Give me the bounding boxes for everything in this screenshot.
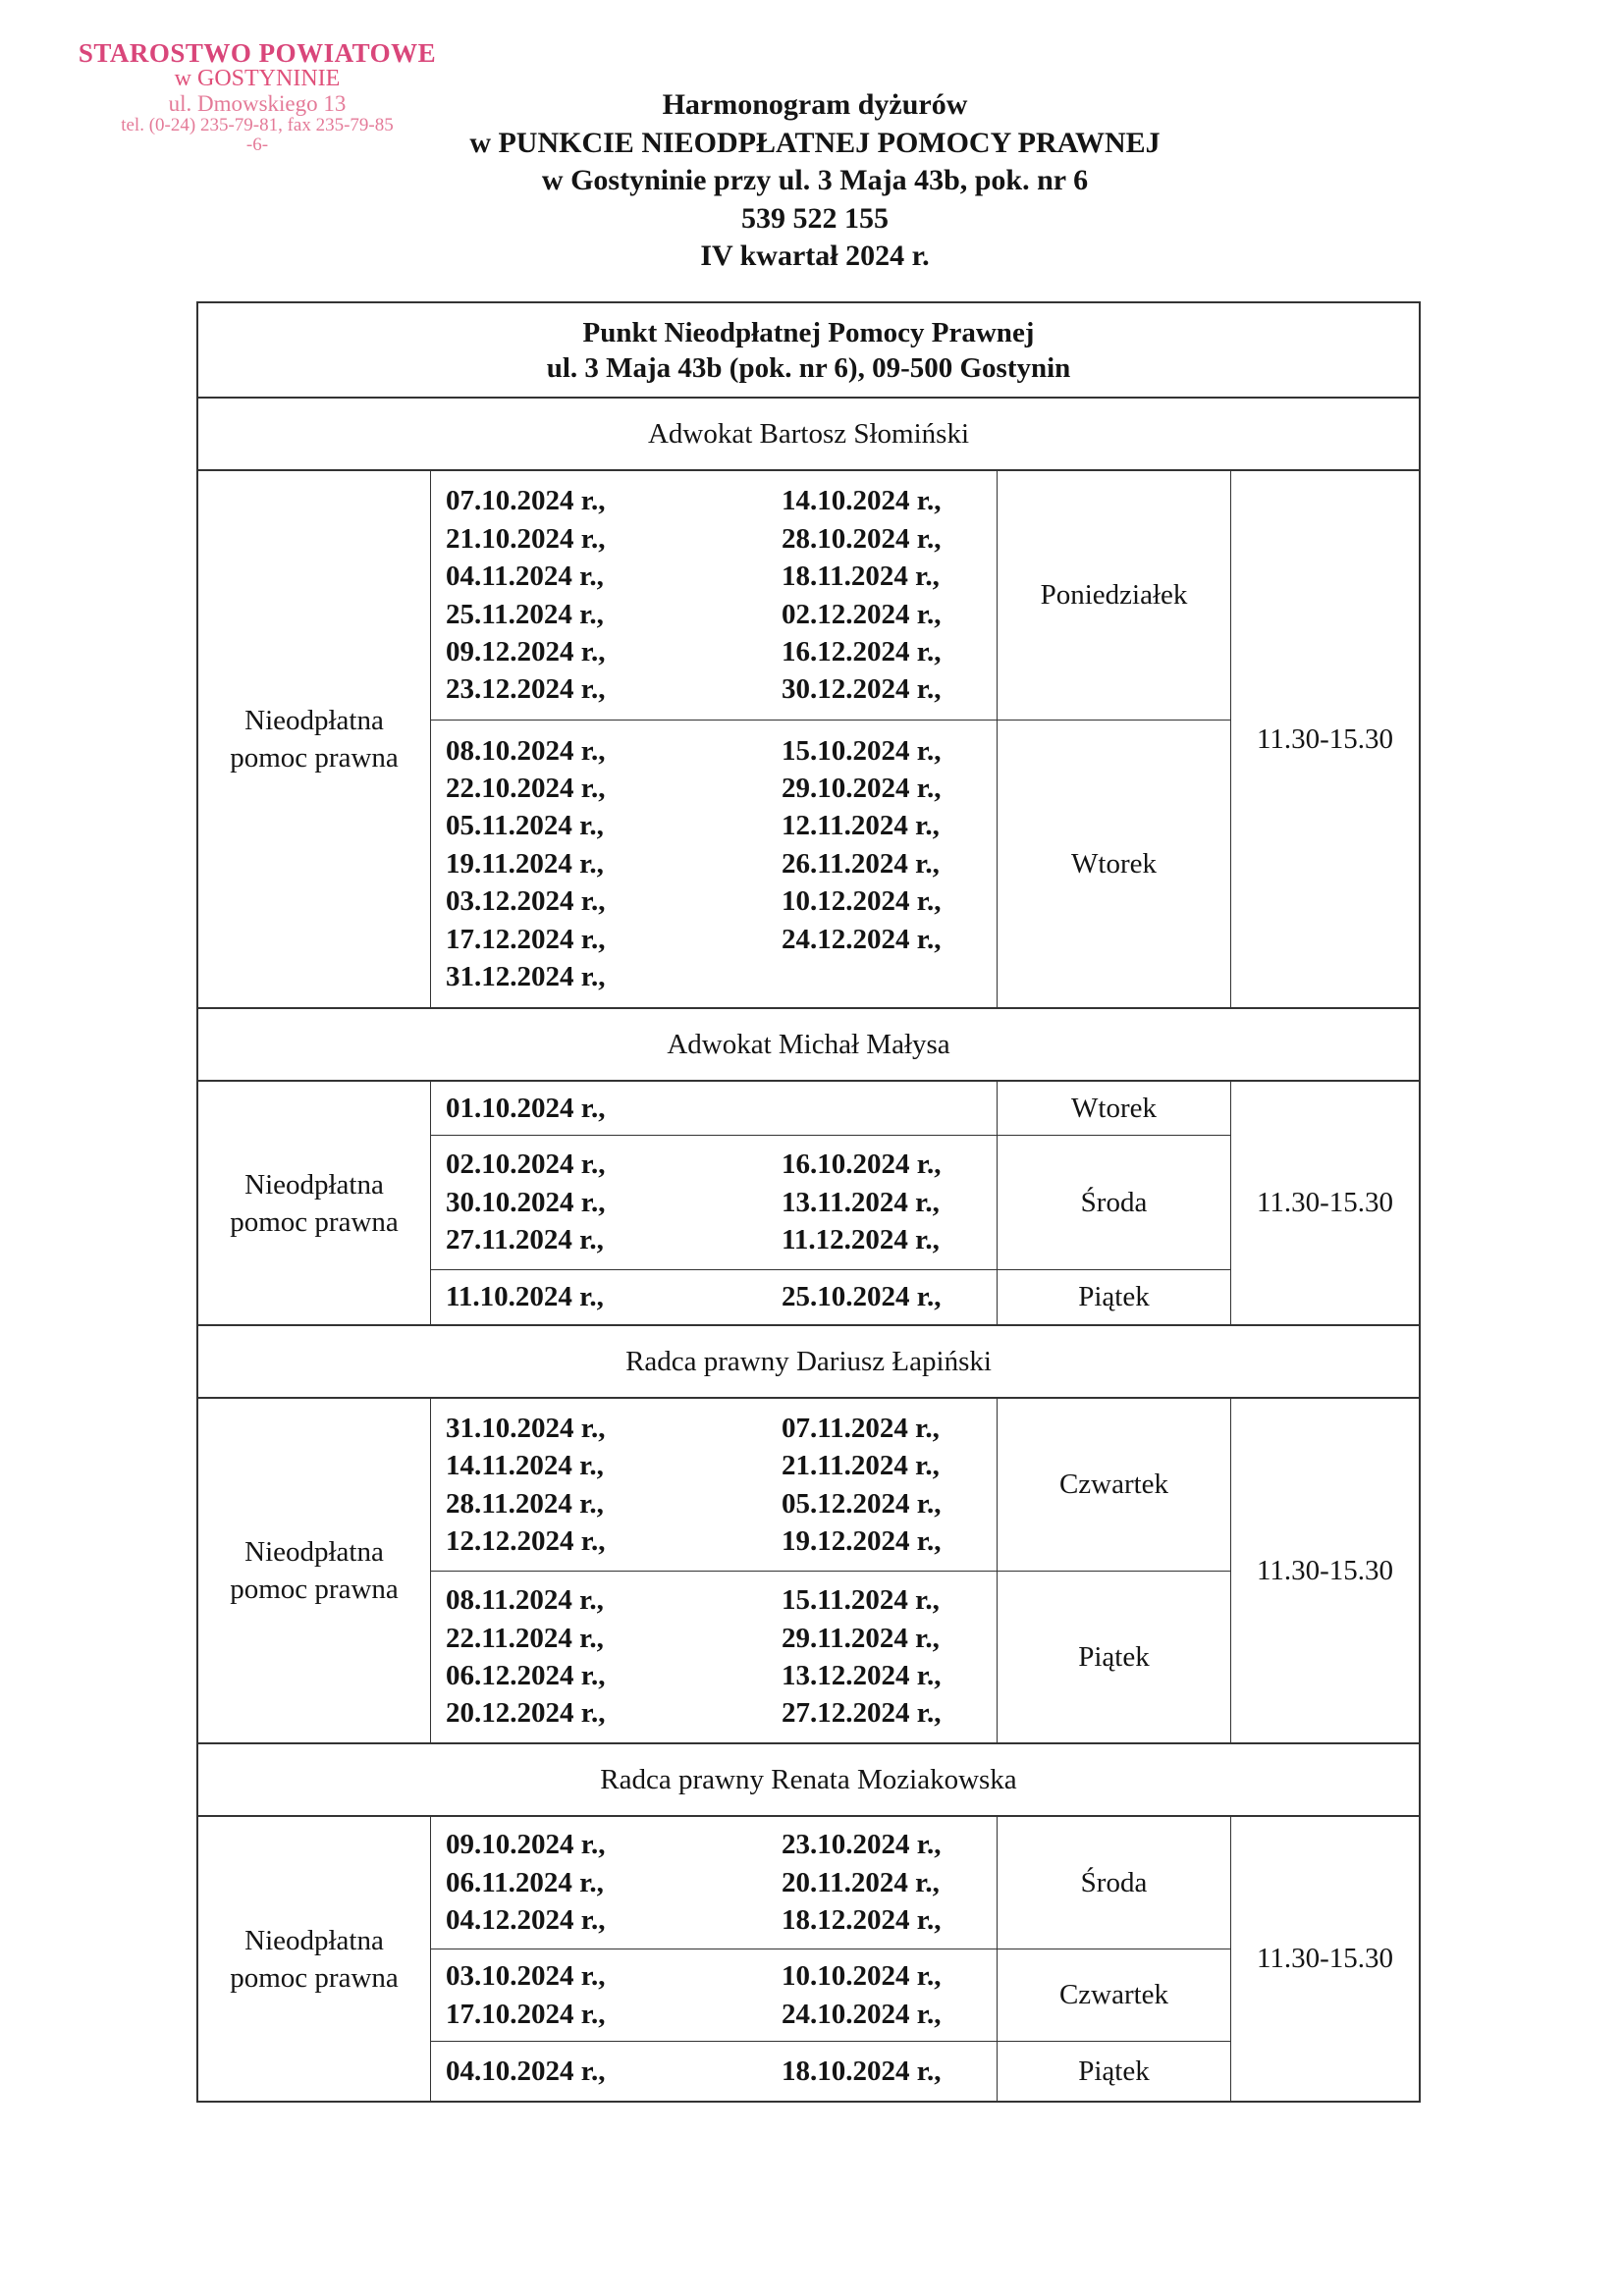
date-value: 28.11.2024 r.,: [446, 1487, 604, 1520]
date-value: 26.11.2024 r.,: [782, 847, 940, 880]
date-row: [446, 1090, 997, 1127]
service-type-cell: [198, 1399, 431, 1742]
stamp-line-1: STAROSTWO POWIATOWE: [78, 38, 437, 68]
date-row: [446, 1410, 997, 1447]
date-value: 01.10.2024 r.,: [446, 1092, 606, 1124]
date-row: [446, 807, 997, 844]
date-value: 21.11.2024 r.,: [782, 1450, 940, 1482]
date-row: [446, 670, 997, 708]
dates-cell: [431, 1817, 998, 1949]
date-value: 06.12.2024 r.,: [446, 1660, 606, 1691]
date-row: [446, 921, 997, 958]
service-type-cell: [198, 1082, 431, 1324]
day-group: [431, 1399, 1230, 1572]
service-line-2: pomoc prawna: [230, 1205, 399, 1238]
table-header: [198, 303, 1419, 399]
heading-subtitle: w PUNKCIE NIEODPŁATNEJ POMOCY PRAWNEJ: [469, 126, 1161, 159]
lawyer-name: Radca prawny Dariusz Łapiński: [625, 1345, 992, 1377]
lawyer-name: Adwokat Michał Małysa: [667, 1028, 950, 1060]
date-value: 18.12.2024 r.,: [782, 1904, 942, 1937]
weekday-label: Poniedziałek: [1040, 579, 1188, 611]
date-row: [446, 1901, 997, 1939]
date-value: 11.12.2024 r.,: [782, 1224, 940, 1256]
date-value: 07.11.2024 r.,: [782, 1412, 940, 1444]
dates-and-days: [431, 1399, 1231, 1742]
schedule-block: [198, 1082, 1419, 1326]
document-heading: [412, 86, 1217, 276]
date-value: 30.10.2024 r.,: [446, 1186, 606, 1218]
date-value: 19.12.2024 r.,: [782, 1524, 942, 1557]
weekday-cell: [998, 1136, 1230, 1269]
weekday-cell: [998, 1817, 1230, 1949]
date-value: 08.10.2024 r.,: [446, 734, 606, 767]
date-row: [446, 1278, 997, 1315]
date-row: [446, 1957, 997, 1995]
date-row: [446, 520, 997, 558]
date-row: [446, 1485, 997, 1522]
lawyer-name: Adwokat Bartosz Słomiński: [647, 417, 970, 450]
date-row: [446, 2053, 997, 2090]
date-value: 17.12.2024 r.,: [446, 923, 606, 955]
dates-and-days: [431, 1817, 1231, 2101]
weekday-label: Piątek: [1078, 1640, 1150, 1673]
date-value: 09.12.2024 r.,: [446, 635, 606, 667]
date-value: 16.12.2024 r.,: [782, 635, 942, 667]
lawyer-name-row: [198, 1326, 1419, 1399]
date-value: 28.10.2024 r.,: [782, 522, 942, 555]
dates-and-days: [431, 1082, 1231, 1324]
table-header-title: Punkt Nieodpłatnej Pomocy Prawnej: [582, 316, 1035, 348]
service-line-1: Nieodpłatna: [244, 1536, 384, 1568]
date-value: 12.12.2024 r.,: [446, 1524, 606, 1557]
dates-cell: [431, 1136, 998, 1269]
date-value: 05.12.2024 r.,: [782, 1487, 942, 1520]
date-value: 27.12.2024 r.,: [782, 1697, 942, 1730]
dates-cell: [431, 721, 998, 1007]
dates-cell: [431, 471, 998, 720]
dates-cell: [431, 1270, 998, 1324]
weekday-label: Czwartek: [1058, 1979, 1169, 2010]
service-line-1: Nieodpłatna: [244, 1168, 384, 1201]
heading-address: w Gostyninie przy ul. 3 Maja 43b, pok. nr 6: [541, 164, 1089, 196]
date-value: 07.10.2024 r.,: [446, 485, 606, 517]
date-row: [446, 1581, 997, 1619]
service-line-2: pomoc prawna: [230, 1961, 399, 1994]
date-value: 08.11.2024 r.,: [446, 1584, 604, 1617]
date-value: 03.12.2024 r.,: [446, 885, 606, 918]
weekday-cell: [998, 1270, 1230, 1324]
day-group: [431, 471, 1230, 721]
date-value: 15.10.2024 r.,: [782, 734, 942, 767]
weekday-cell: [998, 721, 1230, 1007]
weekday-label: Czwartek: [1058, 1468, 1169, 1500]
weekday-label: Środa: [1080, 1186, 1148, 1218]
date-row: [446, 1184, 997, 1221]
lawyer-name-row: [198, 399, 1419, 471]
date-value: 23.12.2024 r.,: [446, 673, 606, 706]
date-value: 18.11.2024 r.,: [782, 561, 940, 593]
day-group: [431, 721, 1230, 1007]
date-value: 16.10.2024 r.,: [782, 1148, 942, 1181]
stamp-line-3: ul. Dmowskiego 13: [168, 90, 347, 116]
date-value: 29.10.2024 r.,: [782, 772, 942, 804]
day-group: [431, 1572, 1230, 1742]
schedule-block: [198, 1817, 1419, 2101]
stamp-line-5: -6-: [245, 133, 269, 155]
date-value: 04.12.2024 r.,: [446, 1904, 606, 1937]
date-value: 20.12.2024 r.,: [446, 1697, 606, 1730]
service-line-2: pomoc prawna: [230, 1574, 399, 1605]
date-value: 21.10.2024 r.,: [446, 522, 606, 555]
hours-cell: [1231, 1817, 1419, 2101]
date-value: 23.10.2024 r.,: [782, 1829, 942, 1861]
date-value: 14.10.2024 r.,: [782, 485, 942, 517]
office-stamp: [61, 39, 454, 155]
date-value: 25.11.2024 r.,: [446, 598, 604, 630]
service-line-1: Nieodpłatna: [244, 705, 384, 736]
date-row: [446, 482, 997, 519]
day-group: [431, 1082, 1230, 1136]
hours-value: 11.30-15.30: [1256, 1187, 1394, 1218]
date-value: 04.11.2024 r.,: [446, 561, 604, 593]
date-value: 06.11.2024 r.,: [446, 1866, 604, 1898]
weekday-label: Wtorek: [1071, 847, 1157, 880]
weekday-label: Środa: [1080, 1866, 1148, 1898]
date-row: [446, 1657, 997, 1694]
date-value: 20.11.2024 r.,: [782, 1866, 940, 1898]
lawyer-name: Radca prawny Renata Moziakowska: [600, 1763, 1017, 1795]
schedule-table: [196, 301, 1421, 2103]
weekday-label: Wtorek: [1071, 1092, 1157, 1124]
dates-cell: [431, 1949, 998, 2041]
dates-cell: [431, 2042, 998, 2101]
date-value: 12.11.2024 r.,: [782, 810, 940, 842]
date-value: 22.10.2024 r.,: [446, 772, 606, 804]
day-group: [431, 1270, 1230, 1324]
weekday-cell: [998, 1949, 1230, 2041]
weekday-cell: [998, 471, 1230, 720]
date-row: [446, 1522, 997, 1560]
hours-value: 11.30-15.30: [1256, 1554, 1394, 1586]
schedule-block: [198, 471, 1419, 1009]
heading-quarter: IV kwartał 2024 r.: [700, 240, 930, 272]
date-row: [446, 958, 997, 995]
dates-cell: [431, 1399, 998, 1571]
hours-value: 11.30-15.30: [1256, 722, 1394, 755]
date-value: 10.10.2024 r.,: [782, 1960, 942, 1993]
date-value: 13.11.2024 r.,: [782, 1186, 940, 1218]
dates-cell: [431, 1082, 998, 1135]
date-row: [446, 596, 997, 633]
date-row: [446, 1447, 997, 1484]
date-value: 04.10.2024 r.,: [446, 2055, 606, 2087]
date-value: 11.10.2024 r.,: [446, 1281, 604, 1313]
schedule-block: [198, 1399, 1419, 1744]
dates-and-days: [431, 471, 1231, 1007]
date-value: 25.10.2024 r.,: [782, 1281, 942, 1313]
date-value: 31.10.2024 r.,: [446, 1412, 606, 1444]
date-value: 02.10.2024 r.,: [446, 1148, 606, 1181]
date-value: 29.11.2024 r.,: [782, 1622, 940, 1654]
date-row: [446, 1864, 997, 1901]
date-row: [446, 845, 997, 882]
date-value: 10.12.2024 r.,: [782, 885, 942, 918]
weekday-cell: [998, 1082, 1230, 1135]
date-value: 24.10.2024 r.,: [782, 1998, 942, 2030]
heading-phone: 539 522 155: [741, 201, 889, 235]
hours-cell: [1231, 1399, 1419, 1742]
dates-cell: [431, 1572, 998, 1742]
weekday-cell: [998, 2042, 1230, 2101]
date-value: 18.10.2024 r.,: [782, 2055, 942, 2087]
date-value: 17.10.2024 r.,: [446, 1998, 606, 2030]
date-value: 19.11.2024 r.,: [446, 847, 604, 880]
date-value: 14.11.2024 r.,: [446, 1450, 604, 1482]
date-row: [446, 770, 997, 807]
lawyer-name-row: [198, 1744, 1419, 1817]
lawyer-name-row: [198, 1009, 1419, 1082]
heading-title: Harmonogram dyżurów: [662, 88, 968, 121]
date-row: [446, 633, 997, 670]
weekday-cell: [998, 1399, 1230, 1571]
date-row: [446, 1826, 997, 1863]
stamp-line-4: tel. (0-24) 235-79-81, fax 235-79-85: [121, 114, 394, 135]
date-row: [446, 1694, 997, 1732]
day-group: [431, 1817, 1230, 1949]
date-value: 15.11.2024 r.,: [782, 1584, 940, 1617]
service-type-cell: [198, 471, 431, 1007]
date-value: 03.10.2024 r.,: [446, 1960, 606, 1993]
date-value: 27.11.2024 r.,: [446, 1224, 604, 1256]
date-row: [446, 558, 997, 595]
weekday-cell: [998, 1572, 1230, 1742]
date-value: 02.12.2024 r.,: [782, 598, 942, 630]
table-header-address: ul. 3 Maja 43b (pok. nr 6), 09-500 Gostynin: [546, 351, 1071, 384]
date-value: 30.12.2024 r.,: [782, 673, 942, 706]
date-row: [446, 882, 997, 920]
date-row: [446, 1620, 997, 1657]
service-type-cell: [198, 1817, 431, 2101]
weekday-label: Piątek: [1078, 1281, 1150, 1312]
date-row: [446, 732, 997, 770]
date-value: 24.12.2024 r.,: [782, 923, 942, 955]
day-group: [431, 1136, 1230, 1270]
hours-cell: [1231, 471, 1419, 1007]
service-line-2: pomoc prawna: [230, 742, 399, 774]
date-row: [446, 1146, 997, 1183]
date-value: 22.11.2024 r.,: [446, 1622, 604, 1654]
date-value: 31.12.2024 r.,: [446, 961, 606, 993]
day-group: [431, 1949, 1230, 2042]
hours-value: 11.30-15.30: [1256, 1943, 1394, 1974]
date-value: 13.12.2024 r.,: [782, 1660, 942, 1691]
stamp-line-2: w GOSTYNINIE: [174, 66, 341, 92]
date-value: 09.10.2024 r.,: [446, 1829, 606, 1861]
service-line-1: Nieodpłatna: [244, 1924, 384, 1956]
date-row: [446, 1996, 997, 2033]
hours-cell: [1231, 1082, 1419, 1324]
date-row: [446, 1221, 997, 1258]
date-value: 05.11.2024 r.,: [446, 810, 604, 842]
day-group: [431, 2042, 1230, 2101]
weekday-label: Piątek: [1078, 2055, 1150, 2087]
